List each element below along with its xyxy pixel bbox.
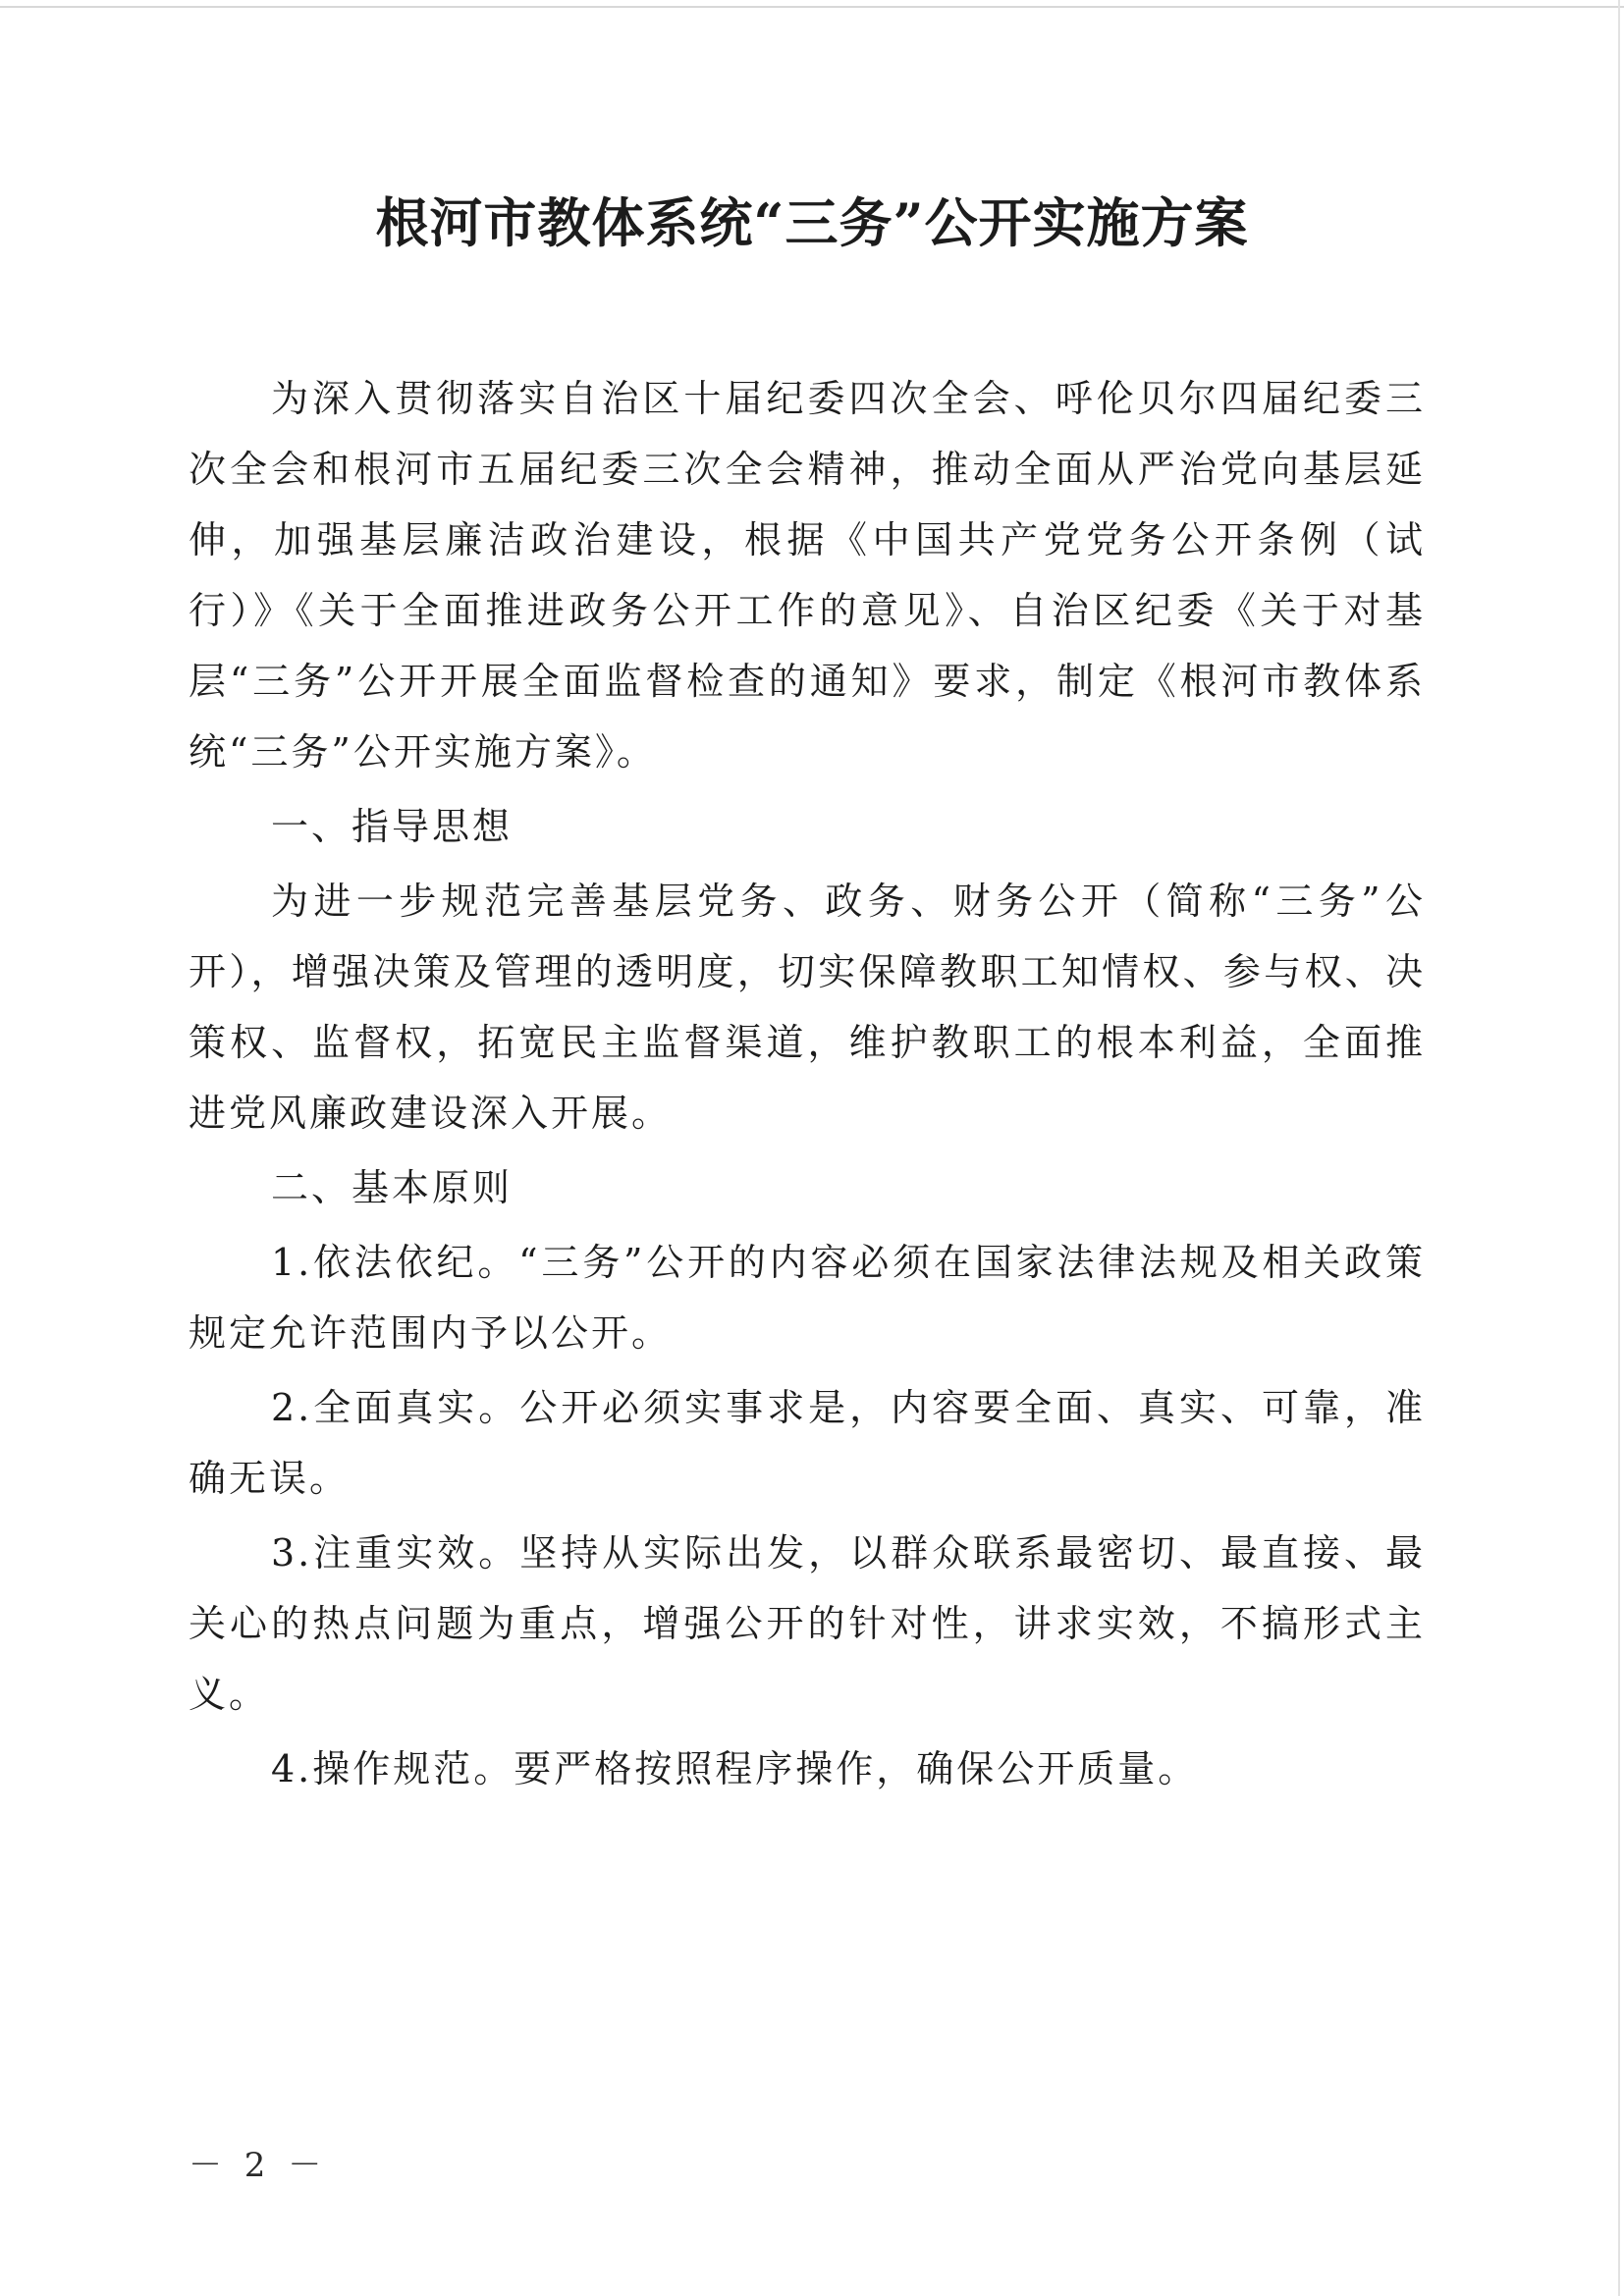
principle-item-3: 3.注重实效。坚持从实际出发，以群众联系最密切、最直接、最关心的热点问题为重点，增强公开的针对性，讲求实效，不搞形式主义。 xyxy=(189,1531,1426,1716)
section-heading-basic-principles: 二、基本原则 xyxy=(271,1166,514,1209)
principle-item-2: 2.全面真实。公开必须实事求是，内容要全面、真实、可靠，准确无误。 xyxy=(189,1386,1426,1500)
section-heading-guiding-ideology: 一、指导思想 xyxy=(271,805,514,848)
page-number: － 2 － xyxy=(189,2146,328,2185)
guiding-ideology-paragraph: 为进一步规范完善基层党务、政务、财务公开（简称“三务”公开），增强决策及管理的透明度，切实保障教职工知情权、参与权、决策权、监督权，拓宽民主监督渠道，维护教职工的根本利益，全面推进党风廉政建设深入开展。 xyxy=(189,880,1426,1135)
principle-item-1: 1.依法依纪。“三务”公开的内容必须在国家法律法规及相关政策规定允许范围内予以公开。 xyxy=(189,1241,1426,1355)
document-title: 根河市教体系统“三务”公开实施方案 xyxy=(375,191,1249,254)
intro-paragraph: 为深入贯彻落实自治区十届纪委四次全会、呼伦贝尔四届纪委三次全会和根河市五届纪委三次全会精神，推动全面从严治党向基层延伸，加强基层廉洁政治建设，根据《中国共产党党务公开条例（试行）》《关于全面推进政务公开工作的意见》、自治区纪委《关于对基层“三务”公开开展全面监督检查的通知》要求，制定《根河市教体系统“三务”公开实施方案》。 xyxy=(189,377,1426,774)
document-body xyxy=(189,363,1426,1804)
scan-edge-top xyxy=(0,6,1624,8)
principle-item-4: 4.操作规范。要严格按照程序操作，确保公开质量。 xyxy=(271,1747,1199,1790)
scan-edge-right xyxy=(1618,0,1620,2296)
